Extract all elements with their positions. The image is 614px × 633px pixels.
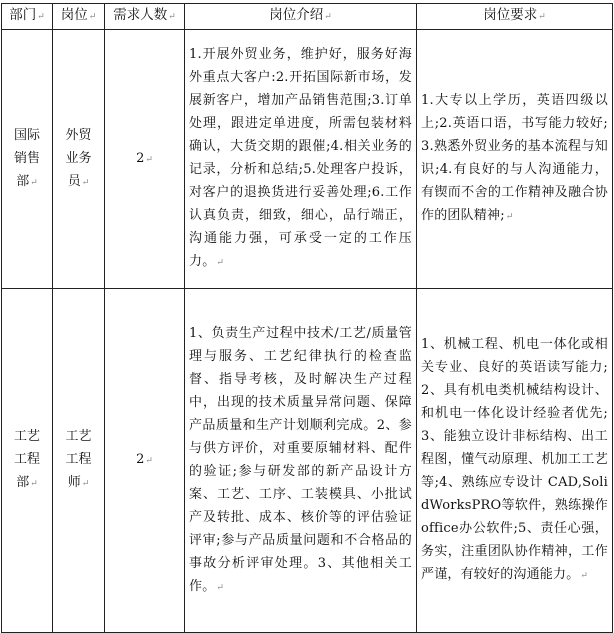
header-department: 部门↵ (2, 4, 53, 30)
cell-count: 2↵ (105, 30, 185, 289)
job-positions-table (1, 3, 613, 633)
cell-description: 1.开展外贸业务，维护好，服务好海外重点大客户:2.开拓国际新市场，发展新客户，增加产品销售范围;3.订单处理，跟进定单进度，所需包装材料确认，大货交期的跟催;4.相关业务的记录，分析和总结;5.处理客户投诉，对客户的退换货进行妥善处理;6.工作认真负责，细致，细心，品行端正，沟通能力强，可承受一定的工作压力。↵ (185, 30, 417, 289)
cell-description: 1、负责生产过程中技术/工艺/质量管理与服务、工艺纪律执行的检查监督、指导考核，及时解决生产过程中，出现的技术质量异常问题、保障产品质量和生产计划顺利完成。2、参与供方评价，对重要原辅材料、配件的验证;参与研发部的新产品设计方案、工艺、工序、工装模具、小批试产及转批、成本、核价等的评估验证评审;参与产品质量问题和不合格品的事故分析评审处理。3、其他相关工作。↵ (185, 289, 417, 633)
cell-requirements: 1.大专以上学历，英语四级以上;2.英语口语，书写能力较好;3.熟悉外贸业务的基本流程与知识;4.有良好的与人沟通能力，有锲而不舍的工作精神及融合协作的团队精神;↵ (417, 30, 613, 289)
cell-position: 工艺工程师↵ (53, 289, 105, 633)
header-position: 岗位↵ (53, 4, 105, 30)
cell-department: 国际销售部↵ (2, 30, 53, 289)
cell-department: 工艺工程部↵ (2, 289, 53, 633)
cell-count: 2↵ (105, 289, 185, 633)
table-header-row (2, 4, 613, 30)
table-row (2, 289, 613, 633)
cell-requirements: 1、机械工程、机电一体化或相关专业、良好的英语读写能力;2、具有机电类机械结构设计、和机电一体化设计经验者优先;3、能独立设计非标结构、出工程图，懂气动原理、机加工工艺等;4、熟练应专设计 CAD,SolidWorksPRO等软件，熟练操作office办公软件;5、责任心强，务实，注重团队协作精神，工作严谨，有较好的沟通能力。↵ (417, 289, 613, 633)
table-row (2, 30, 613, 289)
header-count: 需求人数↵ (105, 4, 185, 30)
cell-position: 外贸业务员↵ (53, 30, 105, 289)
header-requirements: 岗位要求↵ (417, 4, 613, 30)
header-description: 岗位介绍↵ (185, 4, 417, 30)
